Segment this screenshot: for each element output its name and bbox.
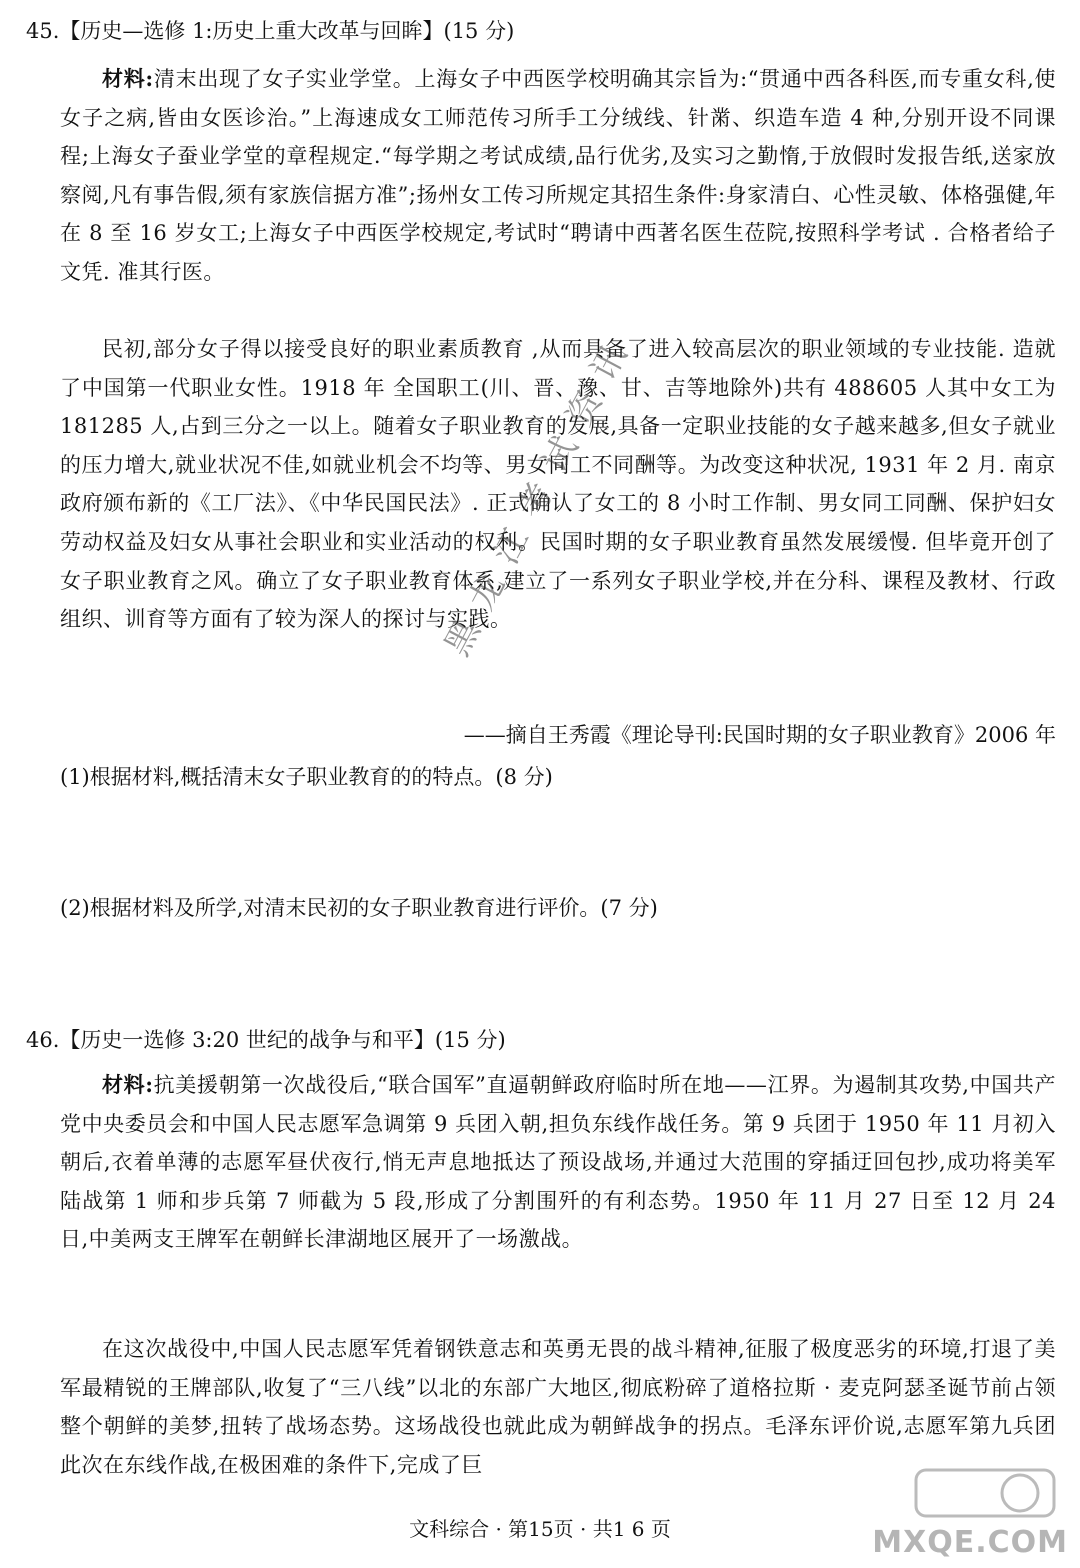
question-45-material-paragraph-1: 材料:清末出现了女子实业学堂。上海女子中西医学校明确其宗旨为:“贯通中西各科医,而专重女科,使女子之病,皆由女医诊治。”上海速成女工师范传习所手工分绒线、针黹、织造车造 4 种,分别开设不同课程;上海女子蚕业学堂的章程规定.“每学期之考试成绩,品行优劣,及实习之勤惰,于放假时发报告纸,送家放察阅,凡有事告假,须有家族信据方准”;扬州女工传习所规定其招生条件:身家清白、心性灵敏、体格强健,年在 8 至 16 岁女工;上海女子中西医学校规定,考试时“聘请中西著名医生莅院,按照科学考试 . 合格者给子文凭. 准其行医。 [60, 66, 1056, 284]
question-46-material-paragraph-1: 材料:抗美援朝第一次战役后,“联合国军”直逼朝鲜政府临时所在地——江界。为遏制其攻势,中国共产党中央委员会和中国人民志愿军急调第 9 兵团入朝,担负东线作战任务。第 9 兵团于 1950 年 11 月初入朝后,衣着单薄的志愿军昼伏夜行,悄无声息地抵达了预设战场,并通过大范围的穿插迂回包抄,成功将美军陆战第 1 师和步兵第 7 师截为 5 段,形成了分割围歼的有利态势。1950 年 11 月 27 日至 12 月 24 日,中美两支王牌军在朝鲜长津湖地区展开了一场激战。 [60, 1072, 1056, 1252]
question-45-material-paragraph-2: 民初,部分女子得以接受良好的职业素质教育 ,从而具备了进入较高层次的职业领域的专业技能. 造就了中国第一代职业女性。1918 年 全国职工(川、晋、豫、甘、吉等地除外)共有 488605 人其中女工为 181285 人,占到三分之一以上。随着女子职业教育的发展,具备一定职业技能的女子越来越多,但女子就业的压力增大,就业状况不佳,如就业机会不均等、男女同工不同酬等。为改变这种状况, 1931 年 2 月. 南京政府颁布新的《工厂法》、《中华民国民法》. 正式确认了女工的 8 小时工作制、男女同工同酬、保护妇女劳动权益及妇女从事社会职业和实业活动的权利。民国时期的女子职业教育虽然发展缓慢. 但毕竟开创了女子职业教育之风。确立了女子职业教育体系,建立了一系列女子职业学校,并在分科、课程及教材、行政组织、训育等方面有了较为深人的探讨与实践。 [60, 337, 1056, 632]
question-45-source: ——摘自王秀霞《理论导刊:民国时期的女子职业教育》2006 年 [463, 723, 1056, 747]
material-label: 材料: [102, 1072, 154, 1097]
question-46-title: 46.【历史一选修 3:20 世纪的战争与和平】(15 分) [26, 1028, 506, 1052]
watermark: 黑龙江考试资讯 [437, 322, 644, 663]
material-label: 材料: [102, 66, 154, 91]
site-url: MXQE.COM [872, 1525, 1068, 1560]
question-45-sub-2: (2)根据材料及所学,对清末民初的女子职业教育进行评价。(7 分) [60, 896, 658, 920]
page-footer: 文科综合 · 第15页 · 共1 6 页 [409, 1517, 671, 1541]
question-45-title: 45.【历史—选修 1:历史上重大改革与回眸】(15 分) [26, 19, 515, 43]
site-logo [872, 1460, 1068, 1560]
question-45-sub-1: (1)根据材料,概括清末女子职业教育的的特点。(8 分) [60, 765, 553, 789]
question-46-material-paragraph-2: 在这次战役中,中国人民志愿军凭着钢铁意志和英勇无畏的战斗精神,征服了极度恶劣的环境,打退了美军最精锐的王牌部队,收复了“三八线”以北的东部广大地区,彻底粉碎了道格拉斯 · 麦克阿瑟圣诞节前占领整个朝鲜的美梦,扭转了战场态势。这场战役也就此成为朝鲜战争的拐点。毛泽东评价说,志愿军第九兵团此次在东线作战,在极困难的条件下,完成了巨 [60, 1337, 1056, 1477]
